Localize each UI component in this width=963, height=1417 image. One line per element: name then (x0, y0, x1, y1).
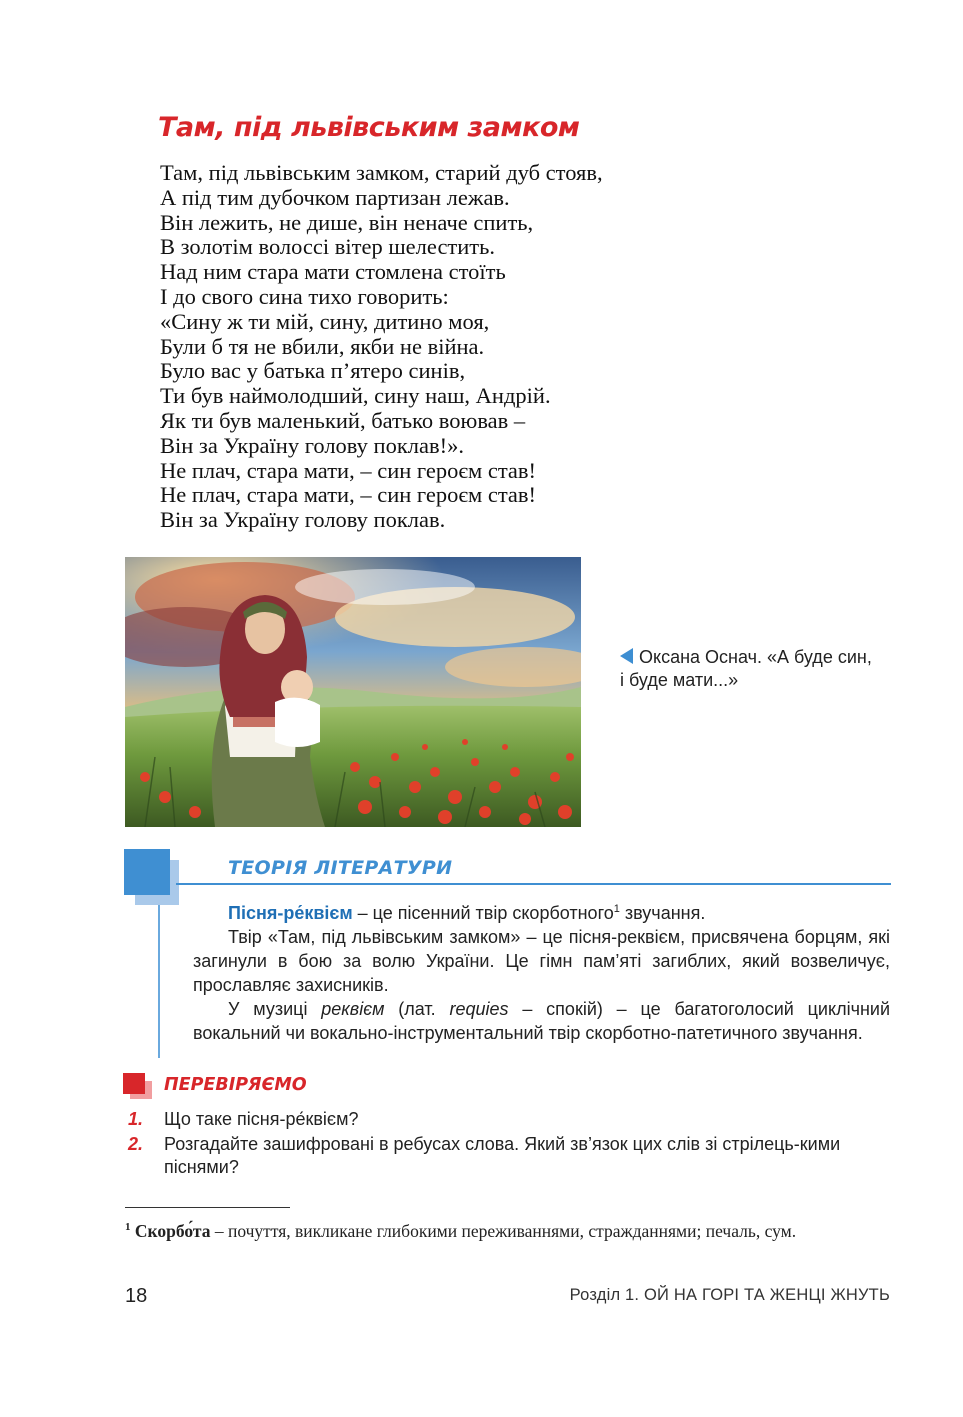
poem-title: Там, під львівським замком (158, 112, 580, 143)
poem-line: Там, під львівським замком, старий дуб стояв, (160, 160, 603, 185)
poem-line: Не плач, стара мати, – син героєм став! (160, 457, 537, 483)
theory-side-rule (158, 905, 160, 1058)
poem-line: В золотім волоссі вітер шелестить. (160, 234, 496, 260)
caption-text: Оксана Оснач. «А буде син, і буде мати...» (620, 647, 872, 690)
question-number: 1. (128, 1109, 144, 1129)
p3-rest: – спокій) – це багатоголосий циклічний вокальний чи вокально-інструментальний твір скорботно-патетичного звучання. (193, 999, 890, 1043)
page-number: 18 (125, 1285, 148, 1307)
check-heading: ПЕРЕВІРЯЄМО (164, 1075, 307, 1095)
painting-caption (620, 646, 880, 692)
p3-latin: requies (449, 999, 509, 1019)
theory-term: Пісня-ре́квієм (228, 903, 353, 923)
running-head: Розділ 1. ОЙ НА ГОРІ ТА ЖЕНЦІ ЖНУТЬ (569, 1286, 890, 1304)
p3-middle: (лат. (384, 999, 450, 1019)
definition-end: звучання. (619, 903, 706, 923)
question-text: Розгадайте зашифровані в ребусах слова. Який зв’язок цих слів зі стрілець-кими піснями? (164, 1134, 841, 1177)
poem-line: Над ним стара мати стомлена стоїть (160, 259, 506, 285)
check-decor-square (123, 1073, 145, 1094)
poem-line: І до свого сина тихо говорить: (160, 283, 449, 309)
theory-body (193, 897, 890, 1045)
painting-image (125, 557, 581, 827)
p3-term: реквієм (321, 999, 385, 1019)
definition-text: – це пісенний твір скорботного (352, 903, 614, 923)
theory-paragraph: Твір «Там, під львівським замком» – це пісня-реквієм, присвячена борцям, які загинули в бою за волю України. Це гімн пам’яті загиблих, який возвеличує, прославляє захисників. (193, 927, 890, 995)
poem-text (160, 161, 603, 533)
theory-paragraph (193, 997, 890, 1045)
theory-definition (193, 897, 890, 925)
footnote (125, 1216, 885, 1243)
question-text: Що таке пісня-ре́квієм? (164, 1109, 359, 1129)
theory-heading: ТЕОРІЯ ЛІТЕРАТУРИ (228, 857, 453, 879)
question-item (128, 1133, 890, 1179)
question-list (128, 1108, 890, 1181)
question-item (128, 1108, 890, 1131)
poem-line: «Сину ж ти мій, сину, дитино моя, (160, 308, 490, 334)
question-number: 2. (128, 1134, 144, 1154)
footnote-text: – почуття, викликане глибокими переживаннями, стражданнями; печаль, сум. (210, 1220, 797, 1241)
poem-line: Він за Україну голову поклав!». (160, 432, 464, 458)
poem-line: Він лежить, не дише, він неначе спить, (160, 209, 534, 235)
p3-start: У музиці (228, 999, 322, 1019)
footnote-mark: 1 (125, 1221, 131, 1233)
footnote-term: Скорбо́та (134, 1220, 211, 1241)
poem-line: Ти був наймолодший, сину наш, Андрій. (160, 383, 551, 409)
poem-line: Не плач, стара мати, – син героєм став! (160, 482, 537, 508)
poem-line: Були б тя не вбили, якби не війна. (160, 333, 485, 359)
poem-line: Як ти був маленький, батько воював – (160, 407, 526, 433)
poem-line: Він за Україну голову поклав. (160, 507, 446, 533)
theory-decor-square (124, 849, 170, 895)
poem-line: А під тим дубочком партизан лежав. (160, 184, 510, 210)
theory-heading-rule (176, 883, 891, 885)
footnote-ref[interactable]: 1 (613, 903, 620, 915)
footnote-rule (125, 1207, 290, 1208)
arrow-left-icon (620, 648, 633, 664)
poem-line: Було вас у батька п’ятеро синів, (160, 358, 466, 384)
